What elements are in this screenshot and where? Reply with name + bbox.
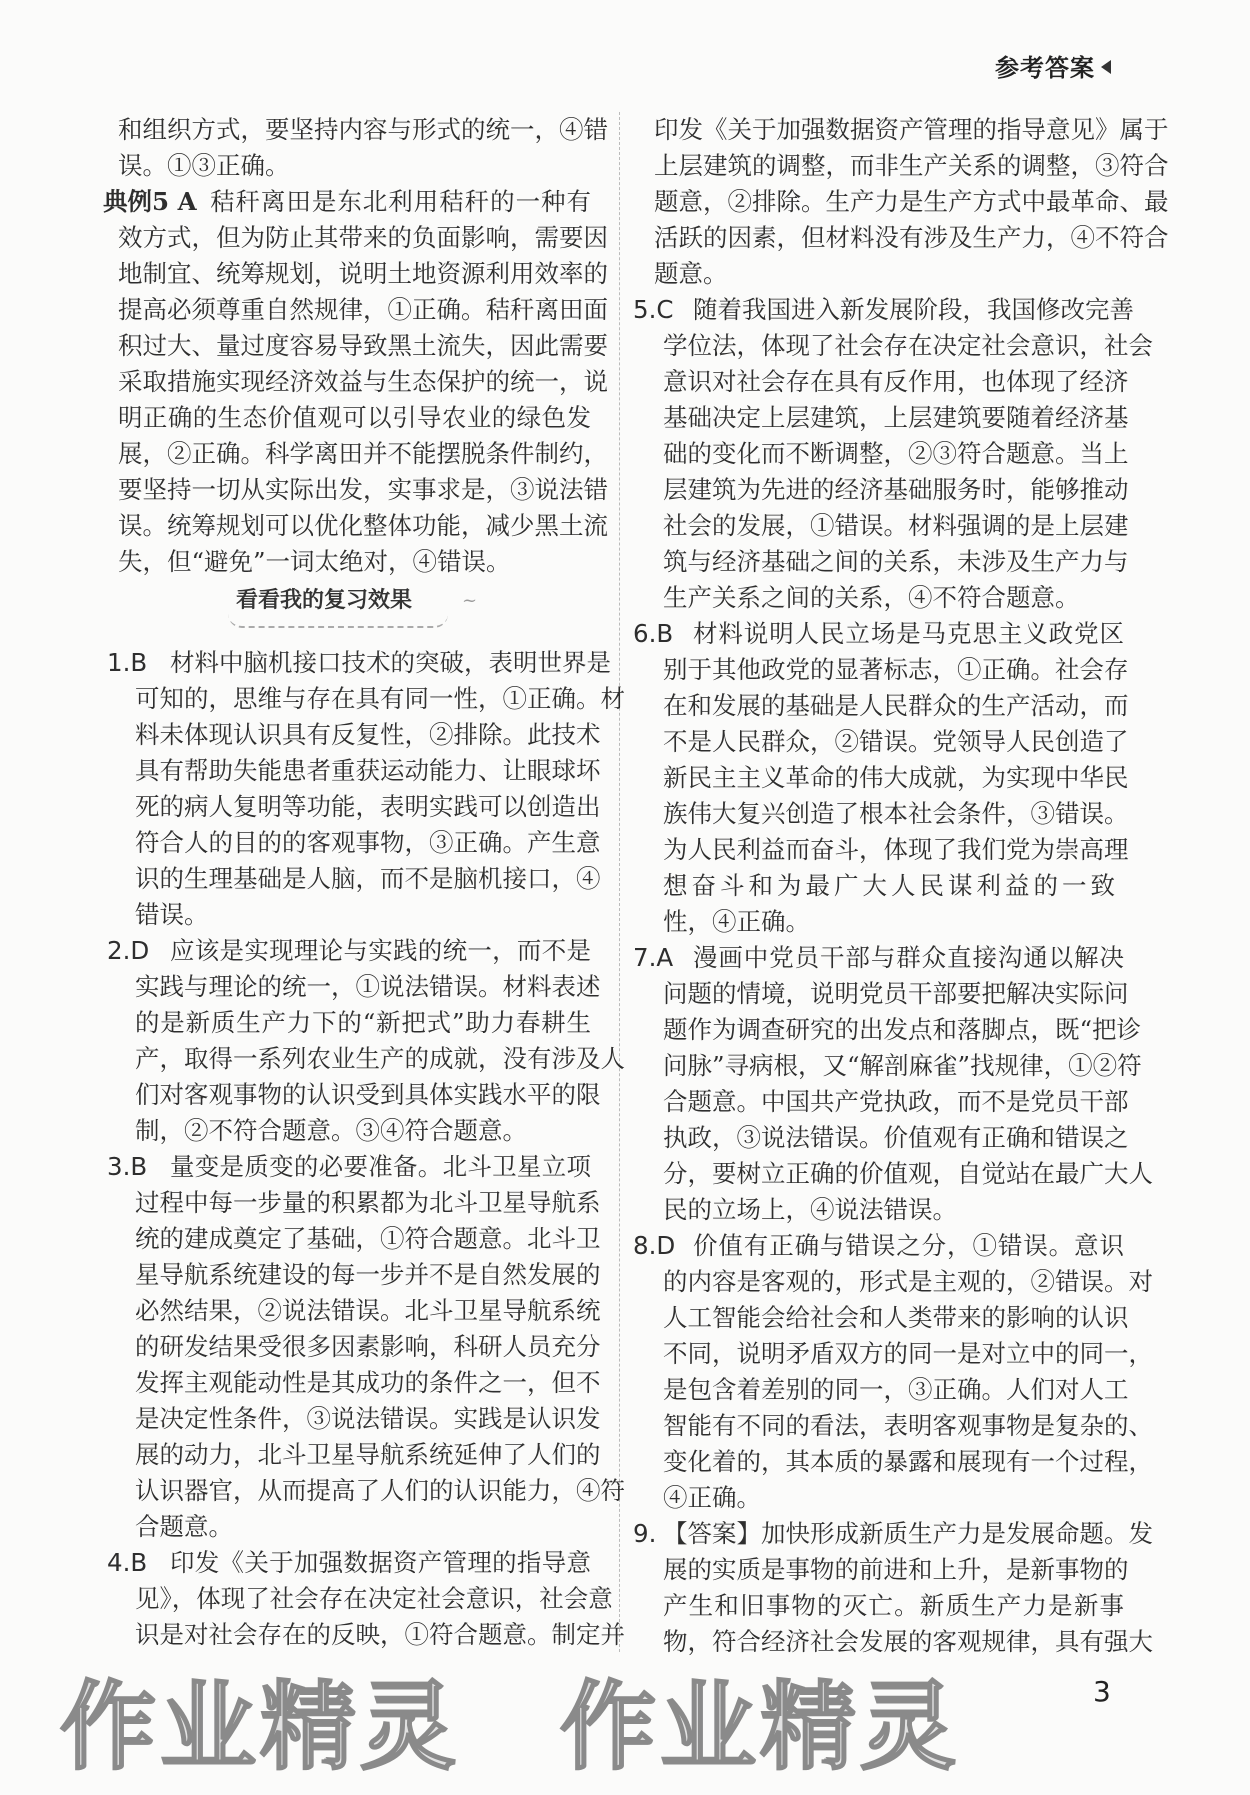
line-text: 随着我国进入新发展阶段，我国修改完善 [693, 295, 1134, 324]
line-text: 社会的发展，①错误。材料强调的是上层建 [663, 511, 1129, 540]
line-text: 具有帮助失能患者重获运动能力、让眼球坏 [135, 756, 601, 785]
text-line [0, 1624, 1250, 1660]
item-label: 5.C [633, 295, 674, 324]
line-text: 智能有不同的看法，表明客观事物是复杂的、 [663, 1411, 1153, 1440]
item-label: 典例5 A [103, 187, 197, 216]
line-text: 想奋斗和为最广大人民谋利益的一致 [663, 871, 1119, 900]
line-text: 错误。 [135, 900, 209, 929]
line-text: 活跃的因素，但材料没有涉及生产力，④不符合 [654, 223, 1169, 252]
line-text: 础的变化而不断调整，②③符合题意。当上 [663, 439, 1129, 468]
line-text: 别于其他政党的显著标志，①正确。社会存 [663, 655, 1129, 684]
item-label: 3.B [107, 1152, 148, 1181]
item-label: 2.D [107, 936, 150, 965]
line-text: 死的病人复明等功能，表明实践可以创造出 [135, 792, 601, 821]
text-line [0, 868, 1250, 904]
line-text: 印发《关于加强数据资产管理的指导意 [170, 1548, 592, 1577]
text-line [0, 436, 1250, 472]
text-line [0, 1120, 1250, 1156]
line-text: 题意，②排除。生产力是生产方式中最革命、最 [654, 187, 1169, 216]
right-column [0, 112, 1250, 1660]
line-text: 可知的，思维与存在具有同一性，①正确。材 [135, 684, 625, 713]
line-text: 学位法，体现了社会存在决定社会意识，社会 [663, 331, 1153, 360]
line-text: 人工智能会给社会和人类带来的影响的认识 [663, 1303, 1129, 1332]
text-line [0, 1372, 1250, 1408]
line-text: 认识器官，从而提高了人们的认识能力，④符 [135, 1476, 625, 1505]
line-text: 过程中每一步量的积累都为北斗卫星导航系 [135, 1188, 601, 1217]
line-text: 生产关系之间的关系，④不符合题意。 [663, 583, 1080, 612]
item-label: 1.B [107, 648, 148, 677]
line-text: 变化着的，其本质的暴露和展现有一个过程， [663, 1447, 1153, 1476]
line-text: 民的立场上，④说法错误。 [663, 1195, 957, 1224]
line-text: 上层建筑的调整，而非生产关系的调整，③符合 [654, 151, 1169, 180]
line-text: 基础决定上层建筑，上层建筑要随着经济基 [663, 403, 1129, 432]
answer-item [0, 616, 1250, 940]
line-text: 是决定性条件，③说法错误。实践是认识发 [135, 1404, 601, 1433]
line-text: 明正确的生态价值观可以引导农业的绿色发 [118, 403, 592, 432]
line-text: 不同，说明矛盾双方的同一是对立中的同一， [663, 1339, 1153, 1368]
line-text: 展，②正确。科学离田并不能摆脱条件制约， [118, 439, 608, 468]
line-text: 提高必须尊重自然规律，①正确。秸秆离田面 [118, 295, 608, 324]
line-text: 性，④正确。 [663, 907, 810, 936]
line-text: 见》，体现了社会存在决定社会意识，社会意 [135, 1584, 613, 1613]
text-line [0, 544, 1250, 580]
triangle-marker-icon [1101, 60, 1111, 74]
line-text: 识的生理基础是人脑，而不是脑机接口，④ [135, 864, 601, 893]
line-text: 【答案】加快形成新质生产力是发展命题。发 [663, 1519, 1153, 1548]
line-text: 实践与理论的统一，①说法错误。材料表述 [135, 972, 601, 1001]
line-text: 印发《关于加强数据资产管理的指导意见》属于 [654, 115, 1169, 144]
line-text: 识是对社会存在的反映，①符合题意。制定并 [135, 1620, 625, 1649]
text-line [0, 1588, 1250, 1624]
line-text: ④正确。 [663, 1483, 761, 1512]
text-line [0, 760, 1250, 796]
continued-paragraph [0, 112, 1250, 292]
page-number: 3 [1093, 1675, 1111, 1708]
text-line [0, 1300, 1250, 1336]
text-line [0, 940, 1250, 976]
line-text: 效方式，但为防止其带来的负面影响，需要因 [118, 223, 608, 252]
text-line [0, 1516, 1250, 1552]
line-text: 的研发结果受很多因素影响，科研人员充分 [135, 1332, 601, 1361]
heading-text: 看看我的复习效果 [236, 588, 413, 613]
line-text: 是包含着差别的同一，③正确。人们对人工 [663, 1375, 1129, 1404]
line-text: 的是新质生产力下的“新把式”助力春耕生 [135, 1008, 592, 1037]
text-line [0, 292, 1250, 328]
line-text: 要坚持一切从实际出发，实事求是，③说法错 [118, 475, 608, 504]
text-line [0, 616, 1250, 652]
item-label: 8.D [633, 1231, 676, 1260]
header-title: 参考答案 [995, 54, 1095, 82]
line-text: 发挥主观能动性是其成功的条件之一，但不 [135, 1368, 601, 1397]
text-line [0, 1444, 1250, 1480]
line-text: 不是人民群众，②错误。党领导人民创造了 [663, 727, 1129, 756]
text-line [0, 1480, 1250, 1516]
line-text: 合题意。 [135, 1512, 233, 1541]
text-line [0, 112, 1250, 148]
text-line [0, 1156, 1250, 1192]
line-text: 问脉”寻病根，又“解剖麻雀”找规律，①②符 [663, 1051, 1142, 1080]
line-text: 为人民利益而奋斗，体现了我们党为崇高理 [663, 835, 1129, 864]
line-text: 量变是质变的必要准备。北斗卫星立项 [170, 1152, 592, 1181]
line-text: 产生和旧事物的灭亡。新质生产力是新事 [663, 1591, 1126, 1620]
text-line [0, 1048, 1250, 1084]
watermark: 作业精灵 [60, 1671, 460, 1783]
text-line [0, 1012, 1250, 1048]
line-text: 采取措施实现经济效益与生态保护的统一，说 [118, 367, 608, 396]
item-label: 7.A [633, 943, 674, 972]
text-line [0, 364, 1250, 400]
answer-item [0, 1516, 1250, 1660]
text-line [0, 400, 1250, 436]
line-text: 误。统筹规划可以优化整体功能，减少黑土流 [118, 511, 608, 540]
section-header [995, 48, 1111, 83]
line-text: 材料中脑机接口技术的突破，表明世界是 [170, 648, 611, 677]
line-text: 材料说明人民立场是马克思主义政党区 [693, 619, 1125, 648]
text-line [0, 328, 1250, 364]
line-text: 们对客观事物的认识受到具体实践水平的限 [135, 1080, 601, 1109]
line-text: 新民主主义革命的伟大成就，为实现中华民 [663, 763, 1129, 792]
line-text: 筑与经济基础之间的关系，未涉及生产力与 [663, 547, 1129, 576]
line-text: 秸秆离田是东北利用秸秆的一种有 [210, 187, 592, 216]
item-label: 4.B [107, 1548, 148, 1577]
text-line [0, 1408, 1250, 1444]
text-line [0, 148, 1250, 184]
line-text: 必然结果，②说法错误。北斗卫星导航系统 [135, 1296, 601, 1325]
watermark: 作业精灵 [560, 1671, 960, 1783]
line-text: 族伟大复兴创造了根本社会条件，③错误。 [663, 799, 1129, 828]
text-line [0, 724, 1250, 760]
text-line [0, 220, 1250, 256]
line-text: 符合人的目的的客观事物，③正确。产生意 [135, 828, 601, 857]
line-text: 合题意。中国共产党执政，而不是党员干部 [663, 1087, 1129, 1116]
swirl-ornament-icon: ~ [462, 590, 478, 611]
line-text: 层建筑为先进的经济基础服务时，能够推动 [663, 475, 1129, 504]
line-text: 制，②不符合题意。③④符合题意。 [135, 1116, 527, 1145]
text-line [0, 1336, 1250, 1372]
text-line [0, 472, 1250, 508]
item-label: 9. [633, 1519, 657, 1548]
item-label: 6.B [633, 619, 674, 648]
text-line [0, 688, 1250, 724]
line-text: 统的建成奠定了基础，①符合题意。北斗卫 [135, 1224, 601, 1253]
line-text: 地制宜、统筹规划，说明土地资源利用效率的 [118, 259, 608, 288]
line-text: 失，但“避免”一词太绝对，④错误。 [118, 547, 511, 576]
line-text: 误。①③正确。 [118, 151, 290, 180]
line-text: 题作为调查研究的出发点和落脚点，既“把诊 [663, 1015, 1142, 1044]
line-text: 价值有正确与错误之分，①错误。意识 [693, 1231, 1125, 1260]
answer-item [0, 292, 1250, 616]
line-text: 展的实质是事物的前进和上升，是新事物的 [663, 1555, 1129, 1584]
line-text: 物，符合经济社会发展的客观规律，具有强大 [663, 1627, 1153, 1656]
text-line [0, 1192, 1250, 1228]
text-line [0, 1552, 1250, 1588]
text-line [0, 508, 1250, 544]
text-line [0, 1228, 1250, 1264]
line-text: 分，要树立正确的价值观，自觉站在最广大人 [663, 1159, 1153, 1188]
line-text: 题意。 [654, 259, 728, 288]
line-text: 产，取得一系列农业生产的成就，没有涉及人 [135, 1044, 625, 1073]
text-line [0, 652, 1250, 688]
text-line [0, 796, 1250, 832]
text-line [0, 904, 1250, 940]
answer-item [0, 1228, 1250, 1516]
line-text: 问题的情境，说明党员干部要把解决实际问 [663, 979, 1129, 1008]
text-line [0, 580, 1250, 616]
answer-item [0, 940, 1250, 1228]
text-line [0, 832, 1250, 868]
line-text: 星导航系统建设的每一步并不是自然发展的 [135, 1260, 601, 1289]
line-text: 和组织方式，要坚持内容与形式的统一，④错 [118, 115, 608, 144]
line-text: 意识对社会存在具有反作用，也体现了经济 [663, 367, 1129, 396]
line-text: 料未体现认识具有反复性，②排除。此技术 [135, 720, 601, 749]
line-text: 的内容是客观的，形式是主观的，②错误。对 [663, 1267, 1153, 1296]
text-line [0, 1264, 1250, 1300]
line-text: 漫画中党员干部与群众直接沟通以解决 [693, 943, 1125, 972]
line-text: 在和发展的基础是人民群众的生产活动，而 [663, 691, 1129, 720]
line-text: 执政，③说法错误。价值观有正确和错误之 [663, 1123, 1129, 1152]
text-line [0, 1084, 1250, 1120]
line-text: 展的动力，北斗卫星导航系统延伸了人们的 [135, 1440, 601, 1469]
text-line [0, 184, 1250, 220]
line-text: 应该是实现理论与实践的统一，而不是 [170, 936, 592, 965]
text-line [0, 256, 1250, 292]
text-line [0, 976, 1250, 1012]
line-text: 积过大、量过度容易导致黑土流失，因此需要 [118, 331, 608, 360]
